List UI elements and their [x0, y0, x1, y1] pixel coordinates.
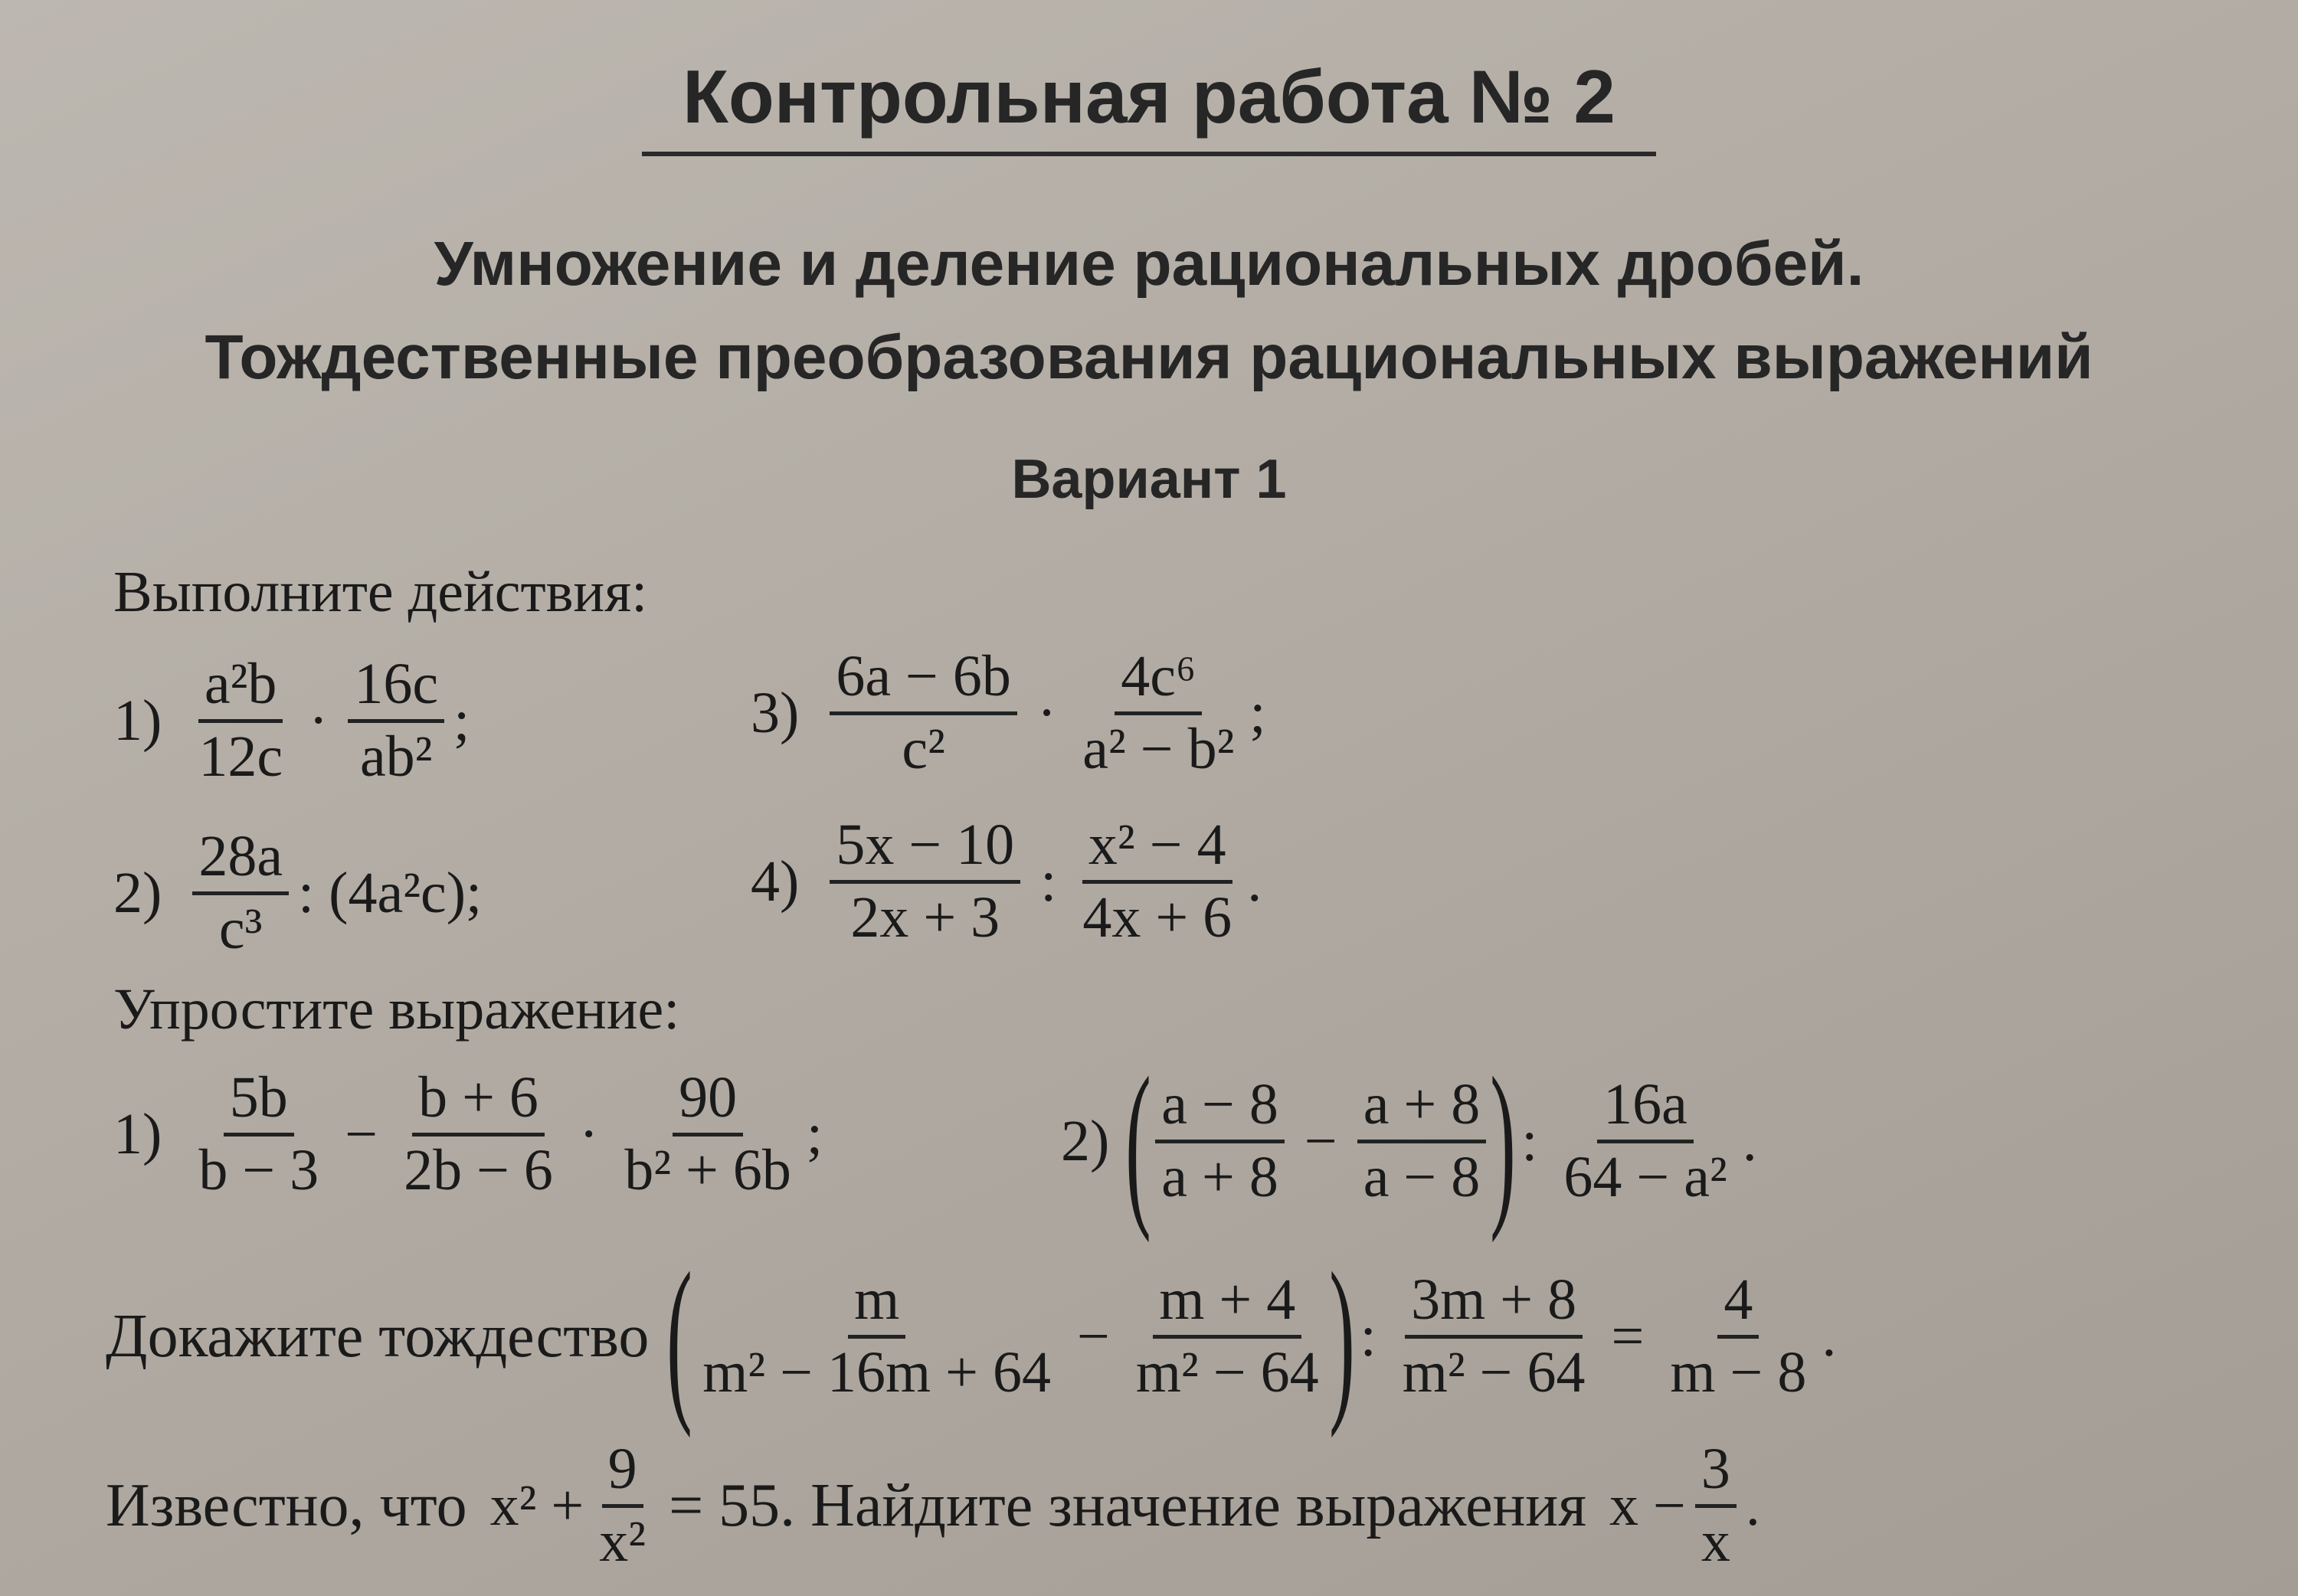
operator: : [1360, 1303, 1377, 1369]
task-4-statement [106, 1437, 1760, 1574]
numerator: 4c⁶ [1115, 647, 1202, 715]
denominator: a + 8 [1161, 1144, 1278, 1209]
item-number: 2) [113, 860, 162, 925]
denominator: m − 8 [1670, 1339, 1807, 1405]
numerator: x² − 4 [1082, 816, 1232, 884]
task-1-item-1 [113, 652, 470, 789]
task-1-item-2 [113, 824, 483, 961]
numerator: b + 6 [412, 1068, 545, 1136]
fraction [1076, 813, 1238, 950]
terminator: ; [453, 688, 470, 753]
denominator: 2x + 3 [850, 885, 1000, 950]
denominator: a − 8 [1363, 1144, 1481, 1209]
task-2-item-2 [1061, 1039, 1757, 1243]
fraction [1357, 1071, 1487, 1209]
item-number: 1) [113, 1101, 162, 1166]
denominator: b² + 6b [624, 1137, 791, 1202]
fraction [192, 652, 289, 789]
operator: − [1077, 1303, 1110, 1369]
denominator: 4x + 6 [1082, 885, 1232, 950]
numerator: 5x − 10 [830, 816, 1020, 884]
task-1-item-4 [751, 813, 1262, 950]
fraction [1695, 1437, 1737, 1574]
fraction [192, 824, 289, 961]
terminator: . [1742, 1108, 1757, 1173]
operator: · [578, 1101, 599, 1166]
fraction [1396, 1267, 1592, 1405]
denominator: c³ [218, 896, 263, 961]
denominator: b − 3 [198, 1137, 319, 1202]
variant-label: Вариант 1 [1011, 449, 1287, 510]
numerator: 4 [1717, 1271, 1759, 1339]
numerator: 16a [1597, 1075, 1694, 1143]
terminator: . [1247, 849, 1262, 914]
numerator: m + 4 [1153, 1271, 1301, 1339]
fraction [830, 644, 1017, 781]
denominator: c² [902, 716, 945, 781]
task-4-text-2: = 55. Найдите значение выражения [669, 1471, 1587, 1539]
topic-line-2: Тождественные преобразования рациональных выражений [205, 322, 2093, 392]
fraction [1076, 644, 1240, 781]
fraction [398, 1065, 559, 1202]
numerator: 3 [1695, 1440, 1737, 1508]
numerator: 28a [192, 827, 289, 895]
fraction [1155, 1071, 1285, 1209]
fraction [830, 813, 1020, 950]
fraction [696, 1267, 1057, 1405]
title-underline [642, 152, 1656, 156]
denominator: 12c [198, 724, 283, 789]
left-parenthesis: ( [1125, 1039, 1152, 1243]
denominator: 64 − a² [1563, 1144, 1727, 1209]
numerator: 5b [224, 1068, 294, 1136]
numerator: a²b [198, 655, 283, 723]
terminator: ; [806, 1101, 823, 1166]
item-number: 3) [751, 680, 800, 745]
terminator: . [1822, 1303, 1837, 1369]
operator: · [1036, 680, 1057, 745]
denominator: x [1701, 1509, 1730, 1574]
numerator: 3m + 8 [1405, 1271, 1583, 1339]
fraction [593, 1437, 652, 1574]
denominator: a² − b² [1082, 716, 1235, 781]
numerator: 9 [602, 1440, 643, 1508]
fraction [1664, 1267, 1812, 1405]
denominator: m² − 64 [1402, 1339, 1586, 1405]
operator: · [309, 688, 329, 753]
denominator: 2b − 6 [404, 1137, 553, 1202]
task-4-text-1: Известно, что [106, 1471, 467, 1539]
operator: : [1521, 1108, 1538, 1173]
numerator: m [848, 1271, 905, 1339]
equals-sign: = [1611, 1303, 1645, 1369]
task-3-text: Докажите тождество [106, 1302, 650, 1370]
right-parenthesis: ) [1490, 1039, 1517, 1243]
page-title: Контрольная работа № 2 [683, 54, 1615, 139]
numerator: 6a − 6b [830, 647, 1017, 715]
fraction [618, 1065, 797, 1202]
expression-part: x² + [489, 1473, 584, 1538]
expression-part: x − [1609, 1473, 1686, 1538]
task-2-item-1 [113, 1065, 823, 1202]
denominator: m² − 64 [1135, 1339, 1319, 1405]
fraction [192, 1065, 325, 1202]
terminator: ; [1249, 680, 1266, 745]
item-number: 1) [113, 688, 162, 753]
numerator: a − 8 [1155, 1075, 1285, 1143]
numerator: 16c [348, 655, 444, 723]
fraction [348, 652, 444, 789]
task-1-item-3 [751, 644, 1266, 781]
operator: − [1304, 1108, 1337, 1173]
numerator: a + 8 [1357, 1075, 1487, 1143]
item-number: 2) [1061, 1108, 1110, 1173]
denominator: m² − 16m + 64 [702, 1339, 1052, 1405]
denominator: ab² [359, 724, 433, 789]
task-3-identity [106, 1235, 1837, 1438]
terminator: . [1745, 1473, 1760, 1538]
right-parenthesis: ) [1328, 1235, 1355, 1438]
item-number: 4) [751, 849, 800, 914]
operator: : [1040, 849, 1057, 914]
expression-rest: : (4a²c); [298, 860, 483, 925]
fraction [1557, 1071, 1733, 1209]
task-2-heading: Упростите выражение: [113, 977, 680, 1042]
topic-line-1: Умножение и деление рациональных дробей. [434, 229, 1864, 299]
numerator: 90 [673, 1068, 743, 1136]
operator: − [345, 1101, 378, 1166]
fraction [1130, 1267, 1325, 1405]
denominator: x² [599, 1509, 647, 1574]
task-1-heading: Выполните действия: [113, 560, 648, 624]
left-parenthesis: ( [666, 1235, 693, 1438]
